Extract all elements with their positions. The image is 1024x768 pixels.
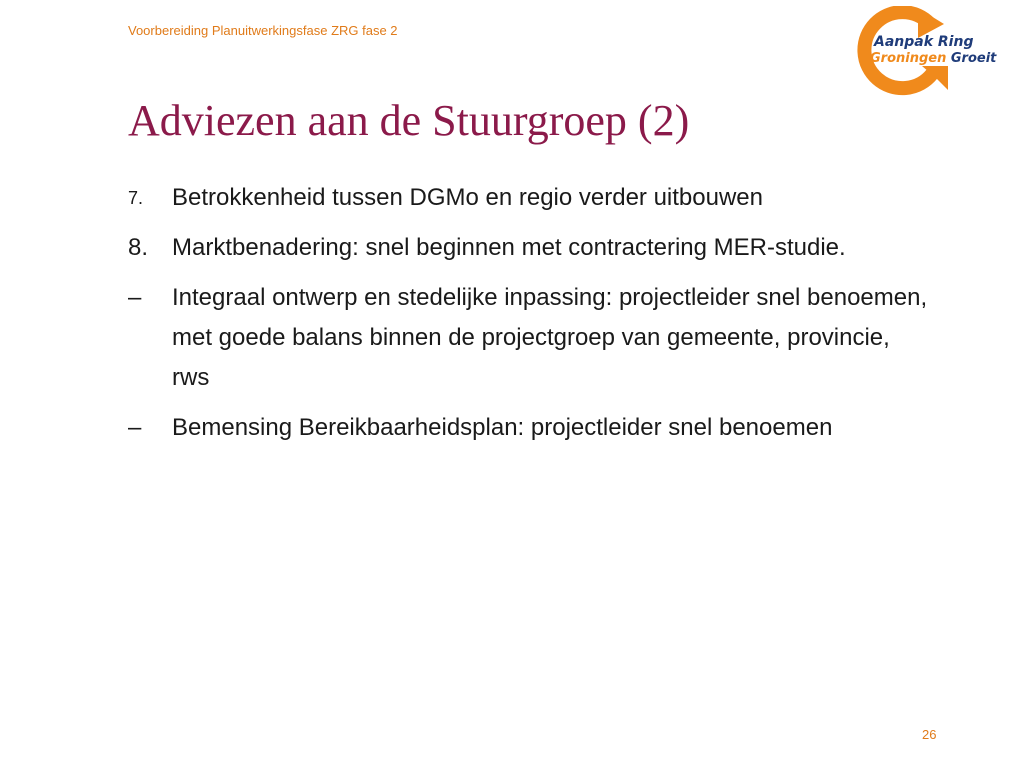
logo-text-line1: Aanpak Ring xyxy=(874,34,974,50)
list-marker: – xyxy=(128,284,142,311)
list-item xyxy=(128,408,928,448)
list-item-text: Marktbenadering: snel beginnen met contractering MER-studie. xyxy=(172,234,846,261)
logo-text-accent: Groningen xyxy=(870,51,947,66)
slide-title: Adviezen aan de Stuurgroep (2) xyxy=(128,96,690,145)
header-text: Voorbereiding Planuitwerkingsfase ZRG fase 2 xyxy=(128,23,398,38)
list-item xyxy=(128,178,928,218)
logo-text-line2 xyxy=(870,51,996,66)
list-marker: – xyxy=(128,414,142,441)
list-item-text: Betrokkenheid tussen DGMo en regio verder uitbouwen xyxy=(172,184,763,211)
list-marker: 7. xyxy=(128,188,144,208)
bullet-list xyxy=(128,178,928,458)
list-item-text: Integraal ontwerp en stedelijke inpassing: projectleider snel benoemen, met goede balans binnen de projectgroep van gemeente, provincie, rws xyxy=(172,284,928,391)
list-item xyxy=(128,228,928,268)
list-item-text: Bemensing Bereikbaarheidsplan: projectleider snel benoemen xyxy=(172,414,833,441)
list-item xyxy=(128,278,928,398)
logo-text-rest: Groeit xyxy=(946,51,997,66)
page-number: 26 xyxy=(922,727,937,742)
logo xyxy=(852,6,1022,96)
list-marker: 8. xyxy=(128,234,149,261)
